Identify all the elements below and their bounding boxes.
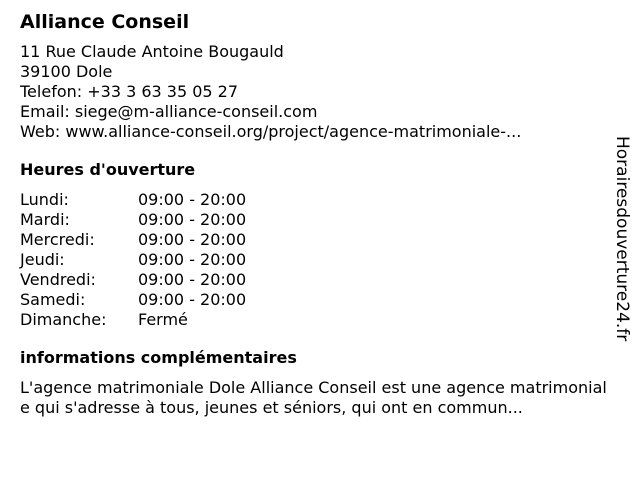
- hours-time: Fermé: [138, 310, 188, 329]
- hours-row: [20, 190, 610, 210]
- address-line-1: 11 Rue Claude Antoine Bougauld: [20, 42, 284, 61]
- hours-heading: Heures d'ouverture: [20, 160, 196, 179]
- web-line[interactable]: Web: www.alliance-conseil.org/project/agence-matrimoniale-...: [20, 122, 522, 141]
- phone-line[interactable]: Telefon: +33 3 63 35 05 27: [20, 82, 239, 101]
- hours-day: Mardi:: [20, 210, 70, 229]
- business-name: Alliance Conseil: [20, 11, 190, 33]
- hours-time: 09:00 - 20:00: [138, 250, 247, 269]
- hours-row: [20, 310, 610, 330]
- hours-day: Dimanche:: [20, 310, 107, 329]
- address-line-2: 39100 Dole: [20, 62, 113, 81]
- hours-row: [20, 290, 610, 310]
- business-card: [20, 10, 610, 418]
- hours-time: 09:00 - 20:00: [138, 290, 247, 309]
- hours-row: [20, 250, 610, 270]
- hours-time: 09:00 - 20:00: [138, 210, 247, 229]
- hours-day: Jeudi:: [20, 250, 65, 269]
- email-line[interactable]: Email: siege@m-alliance-conseil.com: [20, 102, 318, 121]
- hours-table: [20, 190, 610, 330]
- info-paragraph: L'agence matrimoniale Dole Alliance Conseil est une agence matrimoniale qui s'adresse à tous, jeunes et séniors, qui ont en commun...: [20, 378, 607, 417]
- hours-time: 09:00 - 20:00: [138, 270, 247, 289]
- info-heading: informations complémentaires: [20, 348, 297, 367]
- hours-time: 09:00 - 20:00: [138, 230, 247, 249]
- hours-day: Samedi:: [20, 290, 86, 309]
- hours-row: [20, 270, 610, 290]
- hours-day: Mercredi:: [20, 230, 95, 249]
- hours-time: 09:00 - 20:00: [138, 190, 247, 209]
- hours-row: [20, 230, 610, 250]
- hours-day: Vendredi:: [20, 270, 96, 289]
- hours-row: [20, 210, 610, 230]
- hours-day: Lundi:: [20, 190, 69, 209]
- watermark: Horairesdouverture24.fr: [612, 136, 632, 342]
